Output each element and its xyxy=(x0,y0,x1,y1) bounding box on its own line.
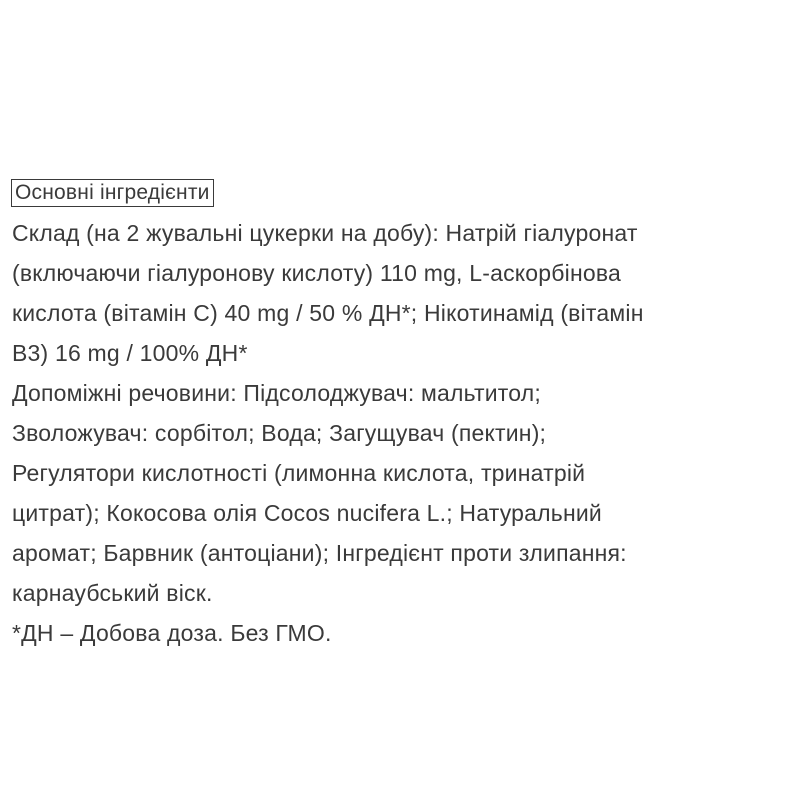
ingredients-line: В3) 16 mg / 100% ДН* xyxy=(12,340,248,366)
ingredients-line: карнаубський віск. xyxy=(12,580,213,606)
section-heading: Основні інгредієнти xyxy=(11,179,214,207)
ingredients-line: цитрат); Кокосова олія Cocos nucifera L.; Натуральний xyxy=(12,500,602,526)
footnote: *ДН – Добова доза. Без ГМО. xyxy=(12,620,332,646)
ingredients-line: Склад (на 2 жувальні цукерки на добу): Натрій гіалуронат xyxy=(12,220,638,246)
ingredients-line: (включаючи гіалуронову кислоту) 110 mg, L-аскорбінова xyxy=(12,260,622,286)
ingredients-line: кислота (вітамін С) 40 mg / 50 % ДН*; Нікотинамід (вітамін xyxy=(12,300,644,326)
ingredients-section xyxy=(12,171,792,653)
ingredients-line: Допоміжні речовини: Підсолоджувач: мальтитол; xyxy=(12,380,541,406)
ingredients-line: Регулятори кислотності (лимонна кислота, тринатрій xyxy=(12,460,586,486)
ingredients-line: Зволожувач: сорбітол; Вода; Загущувач (пектин); xyxy=(12,420,547,446)
ingredients-line: аромат; Барвник (антоціани); Інгредієнт проти злипання: xyxy=(12,540,627,566)
